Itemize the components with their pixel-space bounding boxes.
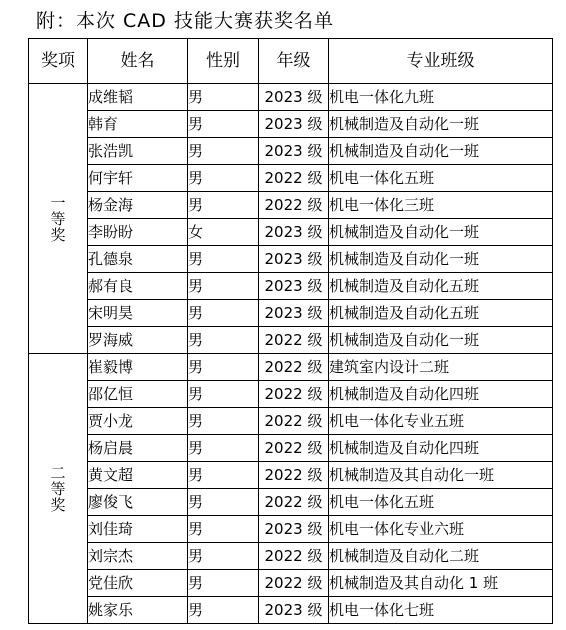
student-year: 2022 级	[259, 462, 329, 489]
header-gender: 性别	[188, 39, 259, 84]
prize-level-char: 奖	[50, 495, 66, 514]
student-year: 2023 级	[259, 300, 329, 327]
student-gender: 男	[188, 300, 259, 327]
student-major: 机械制造及其自动化 1 班	[329, 570, 553, 597]
student-year: 2022 级	[259, 543, 329, 570]
table-row	[29, 435, 553, 462]
prize-level-char: 一	[50, 193, 66, 212]
student-name: 孔德泉	[88, 246, 188, 273]
student-name: 成维韬	[88, 84, 188, 111]
student-year: 2022 级	[259, 327, 329, 354]
student-year: 2022 级	[259, 165, 329, 192]
prize-level-char: 等	[50, 479, 66, 498]
table-row	[29, 327, 553, 354]
student-gender: 男	[188, 246, 259, 273]
student-name: 罗海威	[88, 327, 188, 354]
table-header-row	[29, 39, 553, 84]
student-name: 刘佳琦	[88, 516, 188, 543]
table-row	[29, 300, 553, 327]
student-major: 机械制造及自动化一班	[329, 219, 553, 246]
student-major: 建筑室内设计二班	[329, 354, 553, 381]
student-major: 机电一体化五班	[329, 489, 553, 516]
student-name: 杨启晨	[88, 435, 188, 462]
prize-level-cell	[29, 84, 88, 354]
student-name: 刘宗杰	[88, 543, 188, 570]
table-row	[29, 408, 553, 435]
student-name: 何宇轩	[88, 165, 188, 192]
student-name: 黄文超	[88, 462, 188, 489]
header-year: 年级	[259, 39, 329, 84]
student-year: 2023 级	[259, 111, 329, 138]
prize-level-char: 奖	[50, 225, 66, 244]
student-year: 2023 级	[259, 219, 329, 246]
table-row	[29, 138, 553, 165]
student-year: 2023 级	[259, 246, 329, 273]
table-row	[29, 219, 553, 246]
student-name: 贾小龙	[88, 408, 188, 435]
student-major: 机电一体化三班	[329, 192, 553, 219]
student-major: 机械制造及自动化一班	[329, 246, 553, 273]
student-major: 机械制造及自动化五班	[329, 273, 553, 300]
prize-level-cell	[29, 354, 88, 624]
student-name: 李盼盼	[88, 219, 188, 246]
document-title: 附：本次 CAD 技能大赛获奖名单	[36, 10, 334, 32]
table-row	[29, 84, 553, 111]
student-major: 机电一体化七班	[329, 597, 553, 624]
student-major: 机械制造及自动化一班	[329, 111, 553, 138]
prize-level-char: 等	[50, 209, 66, 228]
student-major: 机械制造及自动化一班	[329, 327, 553, 354]
student-gender: 男	[188, 84, 259, 111]
student-gender: 男	[188, 543, 259, 570]
student-year: 2023 级	[259, 84, 329, 111]
student-name: 张浩凯	[88, 138, 188, 165]
student-year: 2022 级	[259, 354, 329, 381]
student-year: 2022 级	[259, 381, 329, 408]
student-gender: 男	[188, 138, 259, 165]
table-row	[29, 354, 553, 381]
table-body	[29, 84, 553, 624]
student-gender: 男	[188, 111, 259, 138]
student-name: 杨金海	[88, 192, 188, 219]
student-major: 机械制造及自动化一班	[329, 138, 553, 165]
table-row	[29, 273, 553, 300]
table-row	[29, 489, 553, 516]
student-gender: 男	[188, 327, 259, 354]
table-row	[29, 246, 553, 273]
student-major: 机电一体化五班	[329, 165, 553, 192]
student-year: 2022 级	[259, 435, 329, 462]
student-year: 2022 级	[259, 408, 329, 435]
student-name: 廖俊飞	[88, 489, 188, 516]
awards-table	[28, 38, 553, 624]
table-row	[29, 192, 553, 219]
student-gender: 男	[188, 354, 259, 381]
student-year: 2022 级	[259, 489, 329, 516]
student-year: 2023 级	[259, 273, 329, 300]
header-prize: 奖项	[29, 39, 88, 84]
student-name: 邵亿恒	[88, 381, 188, 408]
student-name: 宋明昊	[88, 300, 188, 327]
header-name: 姓名	[88, 39, 188, 84]
student-gender: 男	[188, 408, 259, 435]
student-name: 郝有良	[88, 273, 188, 300]
student-major: 机械制造及自动化四班	[329, 435, 553, 462]
table-row	[29, 462, 553, 489]
table-row	[29, 111, 553, 138]
student-major: 机电一体化专业六班	[329, 516, 553, 543]
student-gender: 男	[188, 597, 259, 624]
prize-level-char: 二	[50, 463, 66, 482]
table-row	[29, 543, 553, 570]
student-major: 机械制造及其自动化一班	[329, 462, 553, 489]
student-year: 2022 级	[259, 570, 329, 597]
student-year: 2023 级	[259, 138, 329, 165]
student-major: 机电一体化九班	[329, 84, 553, 111]
table-row	[29, 516, 553, 543]
student-name: 党佳欣	[88, 570, 188, 597]
student-major: 机械制造及自动化二班	[329, 543, 553, 570]
student-gender: 男	[188, 273, 259, 300]
student-major: 机械制造及自动化五班	[329, 300, 553, 327]
header-major: 专业班级	[329, 39, 553, 84]
student-year: 2022 级	[259, 192, 329, 219]
student-name: 崔毅博	[88, 354, 188, 381]
student-year: 2023 级	[259, 516, 329, 543]
student-major: 机电一体化专业五班	[329, 408, 553, 435]
student-gender: 男	[188, 462, 259, 489]
table-row	[29, 597, 553, 624]
student-gender: 男	[188, 516, 259, 543]
student-gender: 男	[188, 435, 259, 462]
student-name: 姚家乐	[88, 597, 188, 624]
student-gender: 男	[188, 570, 259, 597]
table-row	[29, 570, 553, 597]
table-row	[29, 381, 553, 408]
student-year: 2023 级	[259, 597, 329, 624]
student-major: 机械制造及自动化四班	[329, 381, 553, 408]
table-row	[29, 165, 553, 192]
student-gender: 女	[188, 219, 259, 246]
student-gender: 男	[188, 192, 259, 219]
student-gender: 男	[188, 165, 259, 192]
student-name: 韩育	[88, 111, 188, 138]
student-gender: 男	[188, 381, 259, 408]
student-gender: 男	[188, 489, 259, 516]
